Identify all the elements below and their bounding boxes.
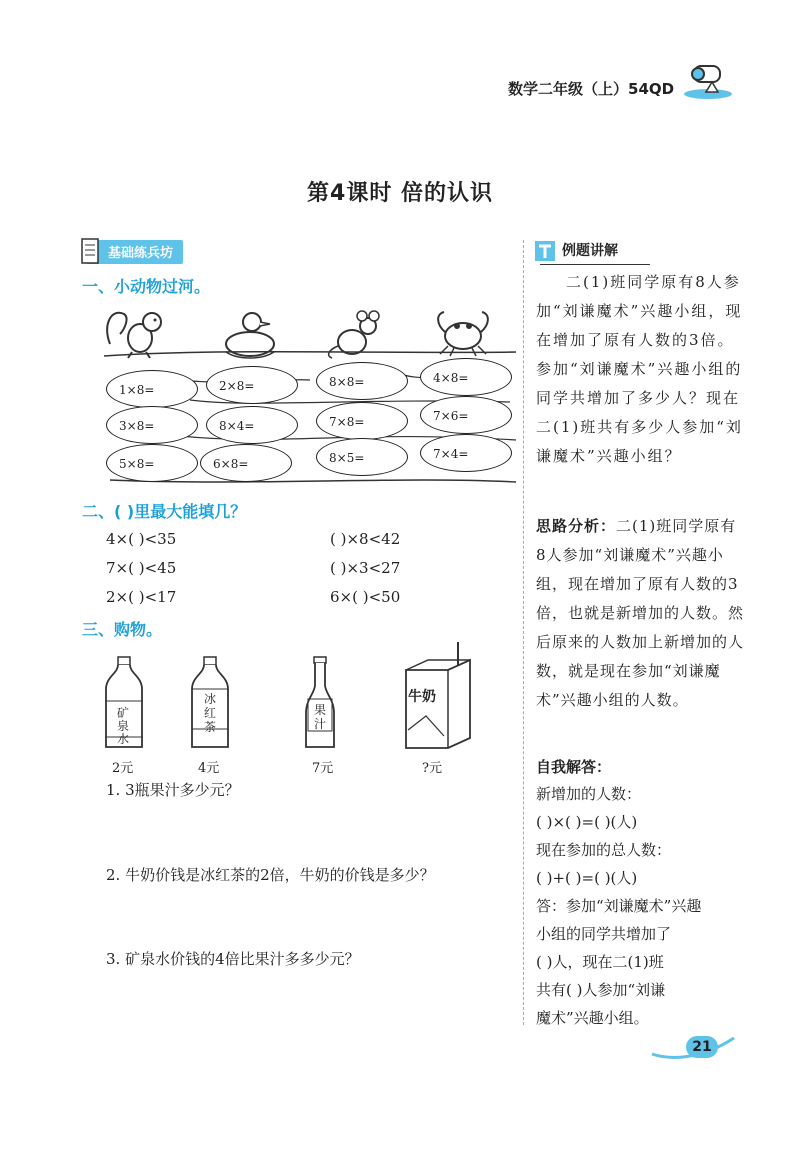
example-t-icon	[534, 240, 556, 262]
iced-tea-price: 4元	[198, 761, 220, 776]
ineq-1: 4×( )<35	[106, 530, 177, 548]
oval-7x4: 7×4=	[420, 434, 512, 472]
q1-title: 一、小动物过河。	[82, 277, 211, 296]
oval-1x8: 1×8=	[106, 370, 198, 408]
analysis-text: 二(1)班同学原有8人参加“刘谦魔术”兴趣小组，现在增加了原有人数的3倍，也就是新增加的人数。然后原来的人数加上新增加的人数，就是现在参加“刘谦魔术”兴趣小组的人数。	[536, 517, 745, 709]
answer-line-8: 共有( )人参加“刘谦	[536, 981, 666, 999]
answer-line-6: 小组的同学共增加了	[536, 925, 672, 943]
oval-6x8: 6×8=	[200, 444, 292, 482]
answer-line-5: 答：参加“刘谦魔术”兴趣	[536, 897, 702, 915]
answer-line-9: 魔术”兴趣小组。	[536, 1009, 649, 1027]
oval-8x5: 8×5=	[316, 438, 408, 476]
book-header: 数学二年级（上）54QD	[508, 80, 675, 98]
answer-line-1: 新增加的人数：	[536, 785, 642, 803]
ineq-2: ( )×8<42	[330, 530, 401, 548]
example-underline	[540, 264, 650, 265]
mineral-water-label: 矿泉水	[116, 706, 129, 746]
answer-line-4: ( )+( )=( )(人)	[536, 869, 638, 887]
q3-question-3: 3. 矿泉水价钱的4倍比果汁多多少元？	[106, 950, 360, 968]
q3-question-1: 1. 3瓶果汁多少元？	[106, 781, 240, 799]
oval-8x8: 8×8=	[316, 362, 408, 400]
example-analysis-block	[536, 512, 746, 715]
oval-3x8: 3×8=	[106, 406, 198, 444]
example-problem: 二(1)班同学原有8人参加“刘谦魔术”兴趣小组，现在增加了原有人数的3倍。参加“刘谦魔术”兴趣小组的同学共增加了多少人？现在二(1)班共有多少人参加“刘谦魔术”兴趣小组？	[536, 273, 743, 465]
oval-2x8: 2×8=	[206, 366, 298, 404]
q3-question-2: 2. 牛奶价钱是冰红茶的2倍，牛奶的价钱是多少？	[106, 866, 435, 884]
q3-title: 三、购物。	[82, 620, 163, 639]
milk-price: ?元	[422, 761, 442, 776]
juice-price: 7元	[312, 761, 334, 776]
answer-label: 自我解答：	[536, 758, 612, 776]
oval-7x6: 7×6=	[420, 396, 512, 434]
ineq-4: ( )×3<27	[330, 559, 401, 577]
telescope-logo-icon	[682, 58, 734, 102]
oval-4x8: 4×8=	[420, 358, 512, 396]
oval-5x8: 5×8=	[106, 444, 198, 482]
milk-label: 牛奶	[408, 689, 436, 705]
oval-7x8: 7×8=	[316, 402, 408, 440]
example-badge: 例题讲解	[562, 243, 618, 259]
q2-title: 二、( )里最大能填几？	[82, 502, 247, 521]
iced-tea-label: 冰红茶	[203, 692, 216, 734]
analysis-label: 思路分析：	[536, 517, 617, 535]
answer-line-2: ( )×( )=( )(人)	[536, 813, 638, 831]
answer-line-3: 现在参加的总人数：	[536, 841, 672, 859]
mineral-water-price: 2元	[112, 761, 134, 776]
answer-line-7: ( )人，现在二(1)班	[536, 953, 664, 971]
ineq-3: 7×( )<45	[106, 559, 177, 577]
column-divider	[523, 240, 524, 1025]
page-number: 21	[686, 1036, 718, 1058]
oval-8x4: 8×4=	[206, 406, 298, 444]
ineq-6: 6×( )<50	[330, 588, 401, 606]
ineq-5: 2×( )<17	[106, 588, 177, 606]
notebook-icon	[80, 237, 100, 265]
lesson-title: 第4课时 倍的认识	[307, 181, 493, 206]
section-badge: 基础练兵坊	[86, 240, 183, 264]
juice-label: 果汁	[313, 703, 326, 731]
